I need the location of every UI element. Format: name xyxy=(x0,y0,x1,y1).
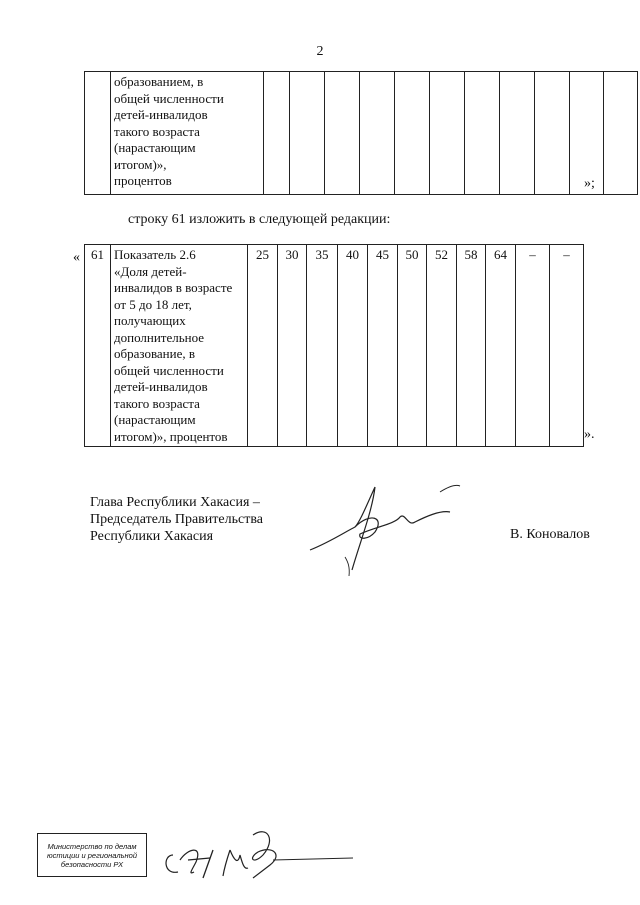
stamp-line: Министерство по делам xyxy=(47,841,137,851)
table-row-61 xyxy=(84,244,584,447)
ministry-stamp xyxy=(37,833,147,877)
description-line: такого возраста xyxy=(114,395,200,411)
table-cell-value xyxy=(325,72,360,195)
table-cell-value xyxy=(535,72,570,195)
table-cell-value: 30 xyxy=(278,245,307,447)
table-cell-value: 64 xyxy=(486,245,516,447)
stamp-line: юстиции и региональной xyxy=(46,850,138,860)
table-cell-description xyxy=(111,245,248,447)
description-line: процентов xyxy=(114,173,172,188)
closing-quote: ». xyxy=(584,427,595,442)
description-line: общей численности xyxy=(114,90,224,106)
signatory-title xyxy=(90,494,263,545)
table-cell-value xyxy=(360,72,395,195)
description-line: инвалидов в возрасте xyxy=(114,280,233,295)
table-cell-value xyxy=(465,72,500,195)
signatory-title-line: Председатель Правительства xyxy=(90,512,263,527)
description-line: Показатель 2.6 xyxy=(114,247,196,262)
handwritten-initials xyxy=(158,820,358,880)
table-cell-value: 58 xyxy=(457,245,486,447)
description-line: «Доля детей- xyxy=(114,263,187,279)
description-line: (нарастающим xyxy=(114,412,196,427)
table-cell-value: 40 xyxy=(338,245,368,447)
description-line: от 5 до 18 лет, xyxy=(114,296,192,312)
description-line: детей-инвалидов xyxy=(114,379,208,394)
table-cell-description xyxy=(111,72,264,195)
signatory-name: В. Коновалов xyxy=(510,527,590,542)
table-cell-value xyxy=(500,72,535,195)
table-cell-value xyxy=(604,72,638,195)
table-cell-value: – xyxy=(516,245,550,447)
opening-quote: « xyxy=(73,250,80,265)
handwritten-signature xyxy=(300,472,470,582)
stamp-line: безопасности РХ xyxy=(60,859,124,869)
description-line: образование, в xyxy=(114,346,196,361)
table-cell-value xyxy=(430,72,465,195)
description-line: дополнительное xyxy=(114,329,205,345)
description-line: такого возраста xyxy=(114,123,200,139)
table-cell-value xyxy=(395,72,430,195)
table-cell-value: 25 xyxy=(248,245,278,447)
row-number: 61 xyxy=(85,245,111,447)
closing-quote: »; xyxy=(584,176,595,191)
description-line: образованием, в xyxy=(114,74,204,89)
description-line: (нарастающим xyxy=(114,140,196,155)
table-cell-value xyxy=(290,72,325,195)
table-cell-value: 35 xyxy=(307,245,338,447)
table-cell-value: – xyxy=(550,245,584,447)
description-line: получающих xyxy=(114,313,186,328)
table-cell-value: 52 xyxy=(427,245,457,447)
table-cell-value: 45 xyxy=(368,245,398,447)
table-cell-value xyxy=(264,72,290,195)
page-number: 2 xyxy=(316,44,324,59)
description-line: итогом)», процентов xyxy=(114,428,228,444)
description-line: детей-инвалидов xyxy=(114,107,208,122)
table-cell-empty xyxy=(85,72,111,195)
table-continuation xyxy=(84,71,638,195)
instruction-text: строку 61 изложить в следующей редакции: xyxy=(128,212,391,227)
description-line: общей численности xyxy=(114,362,224,378)
signatory-title-line: Глава Республики Хакасия – xyxy=(90,495,260,510)
signatory-title-line: Республики Хакасия xyxy=(90,529,214,544)
table-cell-value: 50 xyxy=(398,245,427,447)
description-line: итогом)», xyxy=(114,156,167,172)
